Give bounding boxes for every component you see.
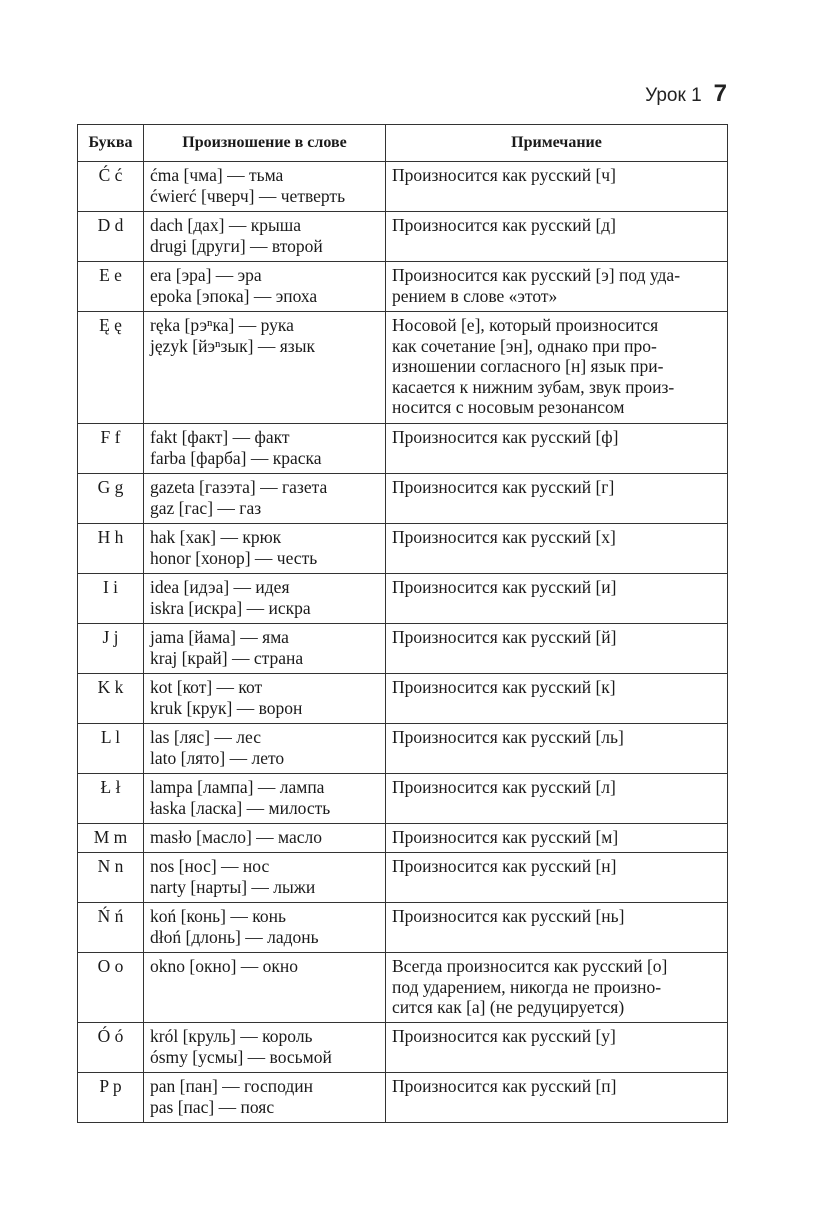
- pronunciation-cell: [144, 624, 386, 674]
- letter-cell: O o: [78, 953, 144, 1023]
- letter-cell: I i: [78, 574, 144, 624]
- note-cell: [386, 774, 728, 824]
- pronunciation-example: gaz [гас] — газ: [150, 497, 262, 518]
- pronunciation-example: nos [нос] — нос: [150, 856, 270, 876]
- note-line: касается к нижним зубам, звук произ-: [392, 376, 675, 397]
- table-row: [78, 674, 728, 724]
- table-row: [78, 774, 728, 824]
- pronunciation-example: pas [пас] — пояс: [150, 1096, 275, 1117]
- note-line: Произносится как русский [нь]: [392, 906, 625, 926]
- note-line: Произносится как русский [ч]: [392, 165, 616, 185]
- table-row: [78, 574, 728, 624]
- table-row: [78, 1023, 728, 1073]
- note-line: Произносится как русский [г]: [392, 477, 615, 497]
- note-line: Произносится как русский [э] под уда-: [392, 265, 681, 285]
- pronunciation-cell: [144, 524, 386, 574]
- pronunciation-example: epoka [эпока] — эпоха: [150, 285, 318, 306]
- pronunciation-cell: [144, 724, 386, 774]
- pronunciation-cell: [144, 474, 386, 524]
- page-number: 7: [713, 80, 727, 107]
- table-row: [78, 903, 728, 953]
- pronunciation-example: okno [окно] — окно: [150, 956, 299, 976]
- note-line: Произносится как русский [д]: [392, 215, 617, 235]
- table-row: [78, 212, 728, 262]
- pronunciation-example: król [круль] — король: [150, 1026, 313, 1046]
- note-cell: [386, 424, 728, 474]
- pronunciation-example: dach [дах] — крыша: [150, 215, 301, 235]
- note-line: Произносится как русский [п]: [392, 1076, 617, 1096]
- table-header-row: [78, 125, 728, 162]
- letter-cell: D d: [78, 212, 144, 262]
- pronunciation-cell: [144, 903, 386, 953]
- pronunciation-cell: [144, 953, 386, 1023]
- pronunciation-example: iskra [искра] — искра: [150, 597, 311, 618]
- pronunciation-example: kruk [крук] — ворон: [150, 697, 303, 718]
- pronunciation-example: ćma [чма] — тьма: [150, 165, 284, 185]
- note-cell: [386, 674, 728, 724]
- letter-cell: Ę ę: [78, 312, 144, 424]
- note-cell: [386, 312, 728, 424]
- note-line: Произносится как русский [м]: [392, 827, 619, 847]
- note-line: Произносится как русский [к]: [392, 677, 616, 697]
- note-line: Произносится как русский [н]: [392, 856, 617, 876]
- letter-cell: K k: [78, 674, 144, 724]
- letter-cell: P p: [78, 1073, 144, 1123]
- letter-cell: Ó ó: [78, 1023, 144, 1073]
- note-line: Произносится как русский [й]: [392, 627, 617, 647]
- note-line: как сочетание [эн], однако при про-: [392, 335, 657, 356]
- table-row: [78, 424, 728, 474]
- letter-cell: G g: [78, 474, 144, 524]
- pronunciation-cell: [144, 162, 386, 212]
- pronunciation-cell: [144, 674, 386, 724]
- note-line: Произносится как русский [и]: [392, 577, 617, 597]
- letter-cell: N n: [78, 853, 144, 903]
- pronunciation-cell: [144, 1073, 386, 1123]
- note-cell: [386, 624, 728, 674]
- table-row: [78, 262, 728, 312]
- pronunciation-example: narty [нарты] — лыжи: [150, 876, 316, 897]
- pronunciation-example: łaska [ласка] — милость: [150, 797, 331, 818]
- pronunciation-example: las [ляс] — лес: [150, 727, 261, 747]
- note-cell: [386, 524, 728, 574]
- note-line: носится с носовым резонансом: [392, 397, 625, 417]
- note-cell: [386, 824, 728, 853]
- note-line: рением в слове «этот»: [392, 285, 558, 306]
- note-cell: [386, 574, 728, 624]
- note-cell: [386, 474, 728, 524]
- pronunciation-cell: [144, 1023, 386, 1073]
- note-line: Всегда произносится как русский [о]: [392, 956, 668, 976]
- note-line: Носовой [е], который произносится: [392, 315, 659, 335]
- column-header-note: Примечание: [386, 125, 728, 162]
- note-cell: [386, 953, 728, 1023]
- note-cell: [386, 724, 728, 774]
- pronunciation-example: gazeta [газэта] — газета: [150, 477, 328, 497]
- note-line: под ударением, никогда не произно-: [392, 976, 662, 997]
- pronunciation-cell: [144, 853, 386, 903]
- column-header-pronunciation: Произношение в слове: [144, 125, 386, 162]
- lesson-label: Урок 1: [645, 85, 702, 106]
- pronunciation-example: hak [хак] — крюк: [150, 527, 282, 547]
- table-row: [78, 824, 728, 853]
- column-header-letter: Буква: [78, 125, 144, 162]
- letter-cell: Ł ł: [78, 774, 144, 824]
- alphabet-table: [77, 124, 728, 1123]
- pronunciation-cell: [144, 312, 386, 424]
- pronunciation-example: lampa [лампа] — лампа: [150, 777, 325, 797]
- note-cell: [386, 903, 728, 953]
- pronunciation-example: pan [пан] — господин: [150, 1076, 313, 1096]
- pronunciation-example: dłoń [длонь] — ладонь: [150, 926, 319, 947]
- pronunciation-cell: [144, 774, 386, 824]
- pronunciation-example: ósmy [усмы] — восьмой: [150, 1046, 332, 1067]
- letter-cell: E e: [78, 262, 144, 312]
- note-cell: [386, 1023, 728, 1073]
- note-cell: [386, 853, 728, 903]
- letter-cell: J j: [78, 624, 144, 674]
- pronunciation-example: idea [идэа] — идея: [150, 577, 290, 597]
- letter-cell: M m: [78, 824, 144, 853]
- pronunciation-example: era [эра] — эра: [150, 265, 262, 285]
- note-line: Произносится как русский [ф]: [392, 427, 619, 447]
- pronunciation-example: ręka [рэⁿка] — рука: [150, 315, 294, 335]
- note-line: Произносится как русский [л]: [392, 777, 616, 797]
- pronunciation-example: jama [йама] — яма: [150, 627, 289, 647]
- note-cell: [386, 1073, 728, 1123]
- pronunciation-example: język [йэⁿзык] — язык: [150, 335, 315, 356]
- letter-cell: F f: [78, 424, 144, 474]
- letter-cell: H h: [78, 524, 144, 574]
- note-line: Произносится как русский [х]: [392, 527, 616, 547]
- pronunciation-example: kot [кот] — кот: [150, 677, 263, 697]
- page-header: [645, 80, 727, 108]
- pronunciation-example: lato [лято] — лето: [150, 747, 285, 768]
- pronunciation-example: masło [масло] — масло: [150, 827, 323, 847]
- pronunciation-example: honor [хонор] — честь: [150, 547, 318, 568]
- table-row: [78, 853, 728, 903]
- letter-cell: Ć ć: [78, 162, 144, 212]
- table-row: [78, 162, 728, 212]
- table-row: [78, 624, 728, 674]
- pronunciation-example: kraj [край] — страна: [150, 647, 304, 668]
- table-row: [78, 953, 728, 1023]
- pronunciation-example: ćwierć [чверч] — четверть: [150, 185, 346, 206]
- table-body: [78, 162, 728, 1123]
- note-line: сится как [а] (не редуцируется): [392, 997, 625, 1017]
- pronunciation-cell: [144, 574, 386, 624]
- pronunciation-cell: [144, 424, 386, 474]
- pronunciation-example: fakt [факт] — факт: [150, 427, 290, 447]
- table-row: [78, 474, 728, 524]
- note-cell: [386, 162, 728, 212]
- note-line: Произносится как русский [ль]: [392, 727, 624, 747]
- letter-cell: Ń ń: [78, 903, 144, 953]
- pronunciation-cell: [144, 212, 386, 262]
- table-row: [78, 1073, 728, 1123]
- pronunciation-example: farba [фарба] — краска: [150, 447, 322, 468]
- note-line: изношении согласного [н] язык при-: [392, 356, 664, 376]
- pronunciation-example: drugi [други] — второй: [150, 235, 323, 256]
- table-row: [78, 724, 728, 774]
- note-cell: [386, 262, 728, 312]
- pronunciation-cell: [144, 262, 386, 312]
- note-line: Произносится как русский [у]: [392, 1026, 616, 1046]
- table-row: [78, 312, 728, 424]
- table-row: [78, 524, 728, 574]
- pronunciation-example: koń [конь] — конь: [150, 906, 286, 926]
- note-cell: [386, 212, 728, 262]
- letter-cell: L l: [78, 724, 144, 774]
- pronunciation-cell: [144, 824, 386, 853]
